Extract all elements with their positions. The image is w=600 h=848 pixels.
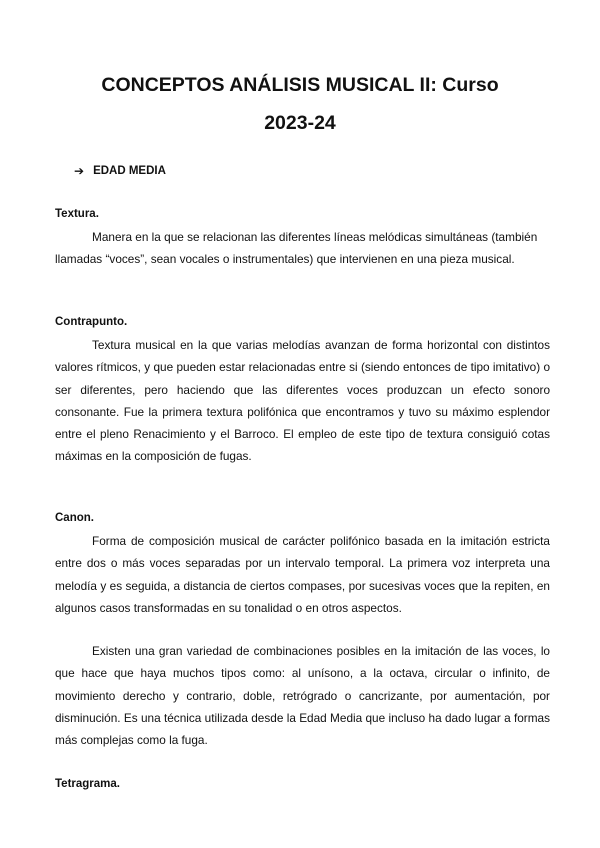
document-title-line-2: 2023-24 (264, 112, 336, 134)
paragraph-textura: Manera en la que se relacionan las diferentes líneas melódicas simultáneas (también llamadas “voces”, sean vocales o instrumentales) que intervienen en una pieza musical. (55, 230, 538, 267)
heading-canon: Canon. (55, 512, 94, 524)
arrow-right-icon: ➔ (74, 164, 85, 178)
heading-tetragrama: Tetragrama. (55, 778, 120, 790)
heading-contrapunto: Contrapunto. (55, 316, 128, 328)
paragraph-contrapunto: Textura musical en la que varias melodías avanzan de forma horizontal con distintos valores rítmicos, y que pueden estar relacionadas entre si (siendo entonces de tipo imitativo) o ser diferentes, pero haciendo que las diferentes voces produzcan un efecto sonoro consonante. Fue la primera textura polifónica que encontramos y tuvo su máximo esplendor entre el pleno Renacimiento y el Barroco. El empleo de este tipo de textura consiguió cotas máximas en la composición de fugas. (55, 338, 550, 464)
paragraph-canon-1: Forma de composición musical de carácter polifónico basada en la imitación estricta entre dos o más voces separadas por un intervalo temporal. La primera voz interpreta una melodía y es seguida, a distancia de ciertos compases, por sucesivas voces que la repiten, en algunos casos transformadas en su tonalidad o en otros aspectos. (55, 534, 550, 615)
heading-textura: Textura. (55, 208, 99, 220)
document-title-line-1: CONCEPTOS ANÁLISIS MUSICAL II: Curso (101, 74, 499, 96)
paragraph-canon-2: Existen una gran variedad de combinaciones posibles en la imitación de las voces, lo que hace que haya muchos tipos como: al unísono, a la octava, circular o infinito, de movimiento derecho y contrario, doble, retrógrado o cancrizante, por aumentación, por disminución. Es una técnica utilizada desde la Edad Media que incluso ha dado lugar a formas más complejas como la fuga. (55, 644, 550, 748)
section-label: EDAD MEDIA (93, 165, 166, 177)
section-heading-edad-media (74, 163, 166, 179)
